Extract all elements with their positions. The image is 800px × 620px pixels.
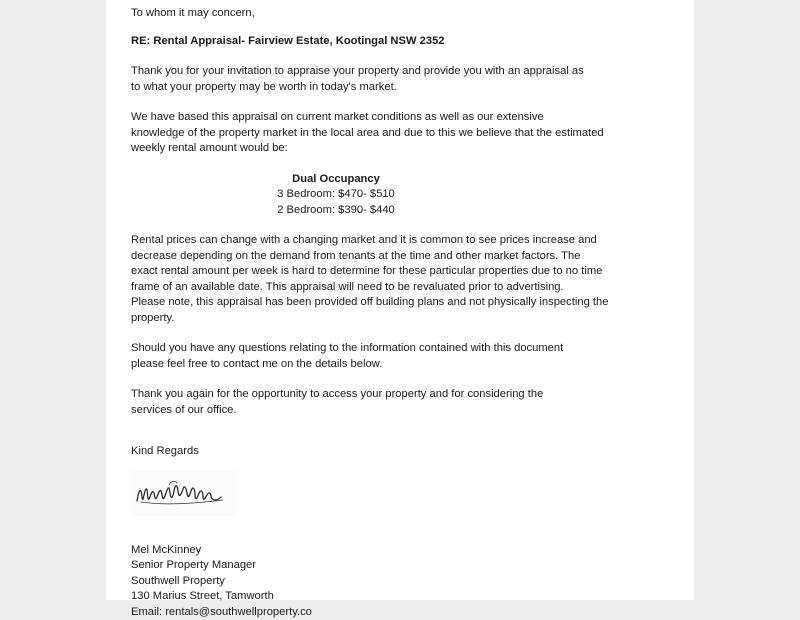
sender-name: Mel McKinney	[131, 543, 691, 559]
text-line: Please note, this appraisal has been provided off building plans and not physically inspecting the	[131, 295, 691, 311]
pricing-title: Dual Occupancy	[131, 172, 541, 188]
paragraph-intro	[131, 64, 691, 95]
text-line: Thank you again for the opportunity to access your property and for considering the	[131, 387, 691, 403]
paragraph-questions	[131, 341, 691, 372]
text-line: We have based this appraisal on current market conditions as well as our extensive	[131, 110, 691, 126]
paragraph-basis	[131, 110, 691, 157]
sender-address: 130 Marius Street, Tamworth	[131, 589, 691, 605]
text-line: knowledge of the property market in the local area and due to this we believe that the estimated	[131, 126, 691, 142]
pricing-block	[131, 172, 541, 219]
greeting: To whom it may concern,	[131, 6, 691, 22]
text-line: weekly rental amount would be:	[131, 141, 691, 157]
text-line: property.	[131, 311, 691, 327]
text-line: frame of an available date. This appraisal will need to be revaluated prior to advertising.	[131, 280, 691, 296]
paragraph-market	[131, 233, 691, 326]
sender-email: Email: rentals@southwellproperty.co	[131, 605, 691, 620]
text-line: please feel free to contact me on the details below.	[131, 357, 691, 373]
text-line: Thank you for your invitation to appraise your property and provide you with an appraisal as	[131, 64, 691, 80]
text-line: exact rental amount per week is hard to determine for these particular properties due to no time	[131, 264, 691, 280]
pricing-line: 3 Bedroom: $470- $510	[131, 187, 541, 203]
subject-line: RE: Rental Appraisal- Fairview Estate, Kootingal NSW 2352	[131, 34, 691, 50]
letter-page	[106, 0, 694, 600]
pricing-line: 2 Bedroom: $390- $440	[131, 203, 541, 219]
text-line: Should you have any questions relating to the information contained with this document	[131, 341, 691, 357]
closing: Kind Regards	[131, 444, 691, 460]
text-line: Rental prices can change with a changing market and it is common to see prices increase and	[131, 233, 691, 249]
text-line: decrease depending on the demand from tenants at the time and other market factors. The	[131, 249, 691, 265]
text-line: to what your property may be worth in today's market.	[131, 80, 691, 96]
text-line: services of our office.	[131, 403, 691, 419]
signature-image	[131, 471, 237, 516]
letter-body	[131, 6, 691, 620]
sender-title: Senior Property Manager	[131, 558, 691, 574]
sender-company: Southwell Property	[131, 574, 691, 590]
paragraph-thanks	[131, 387, 691, 418]
sender-details	[131, 543, 691, 620]
